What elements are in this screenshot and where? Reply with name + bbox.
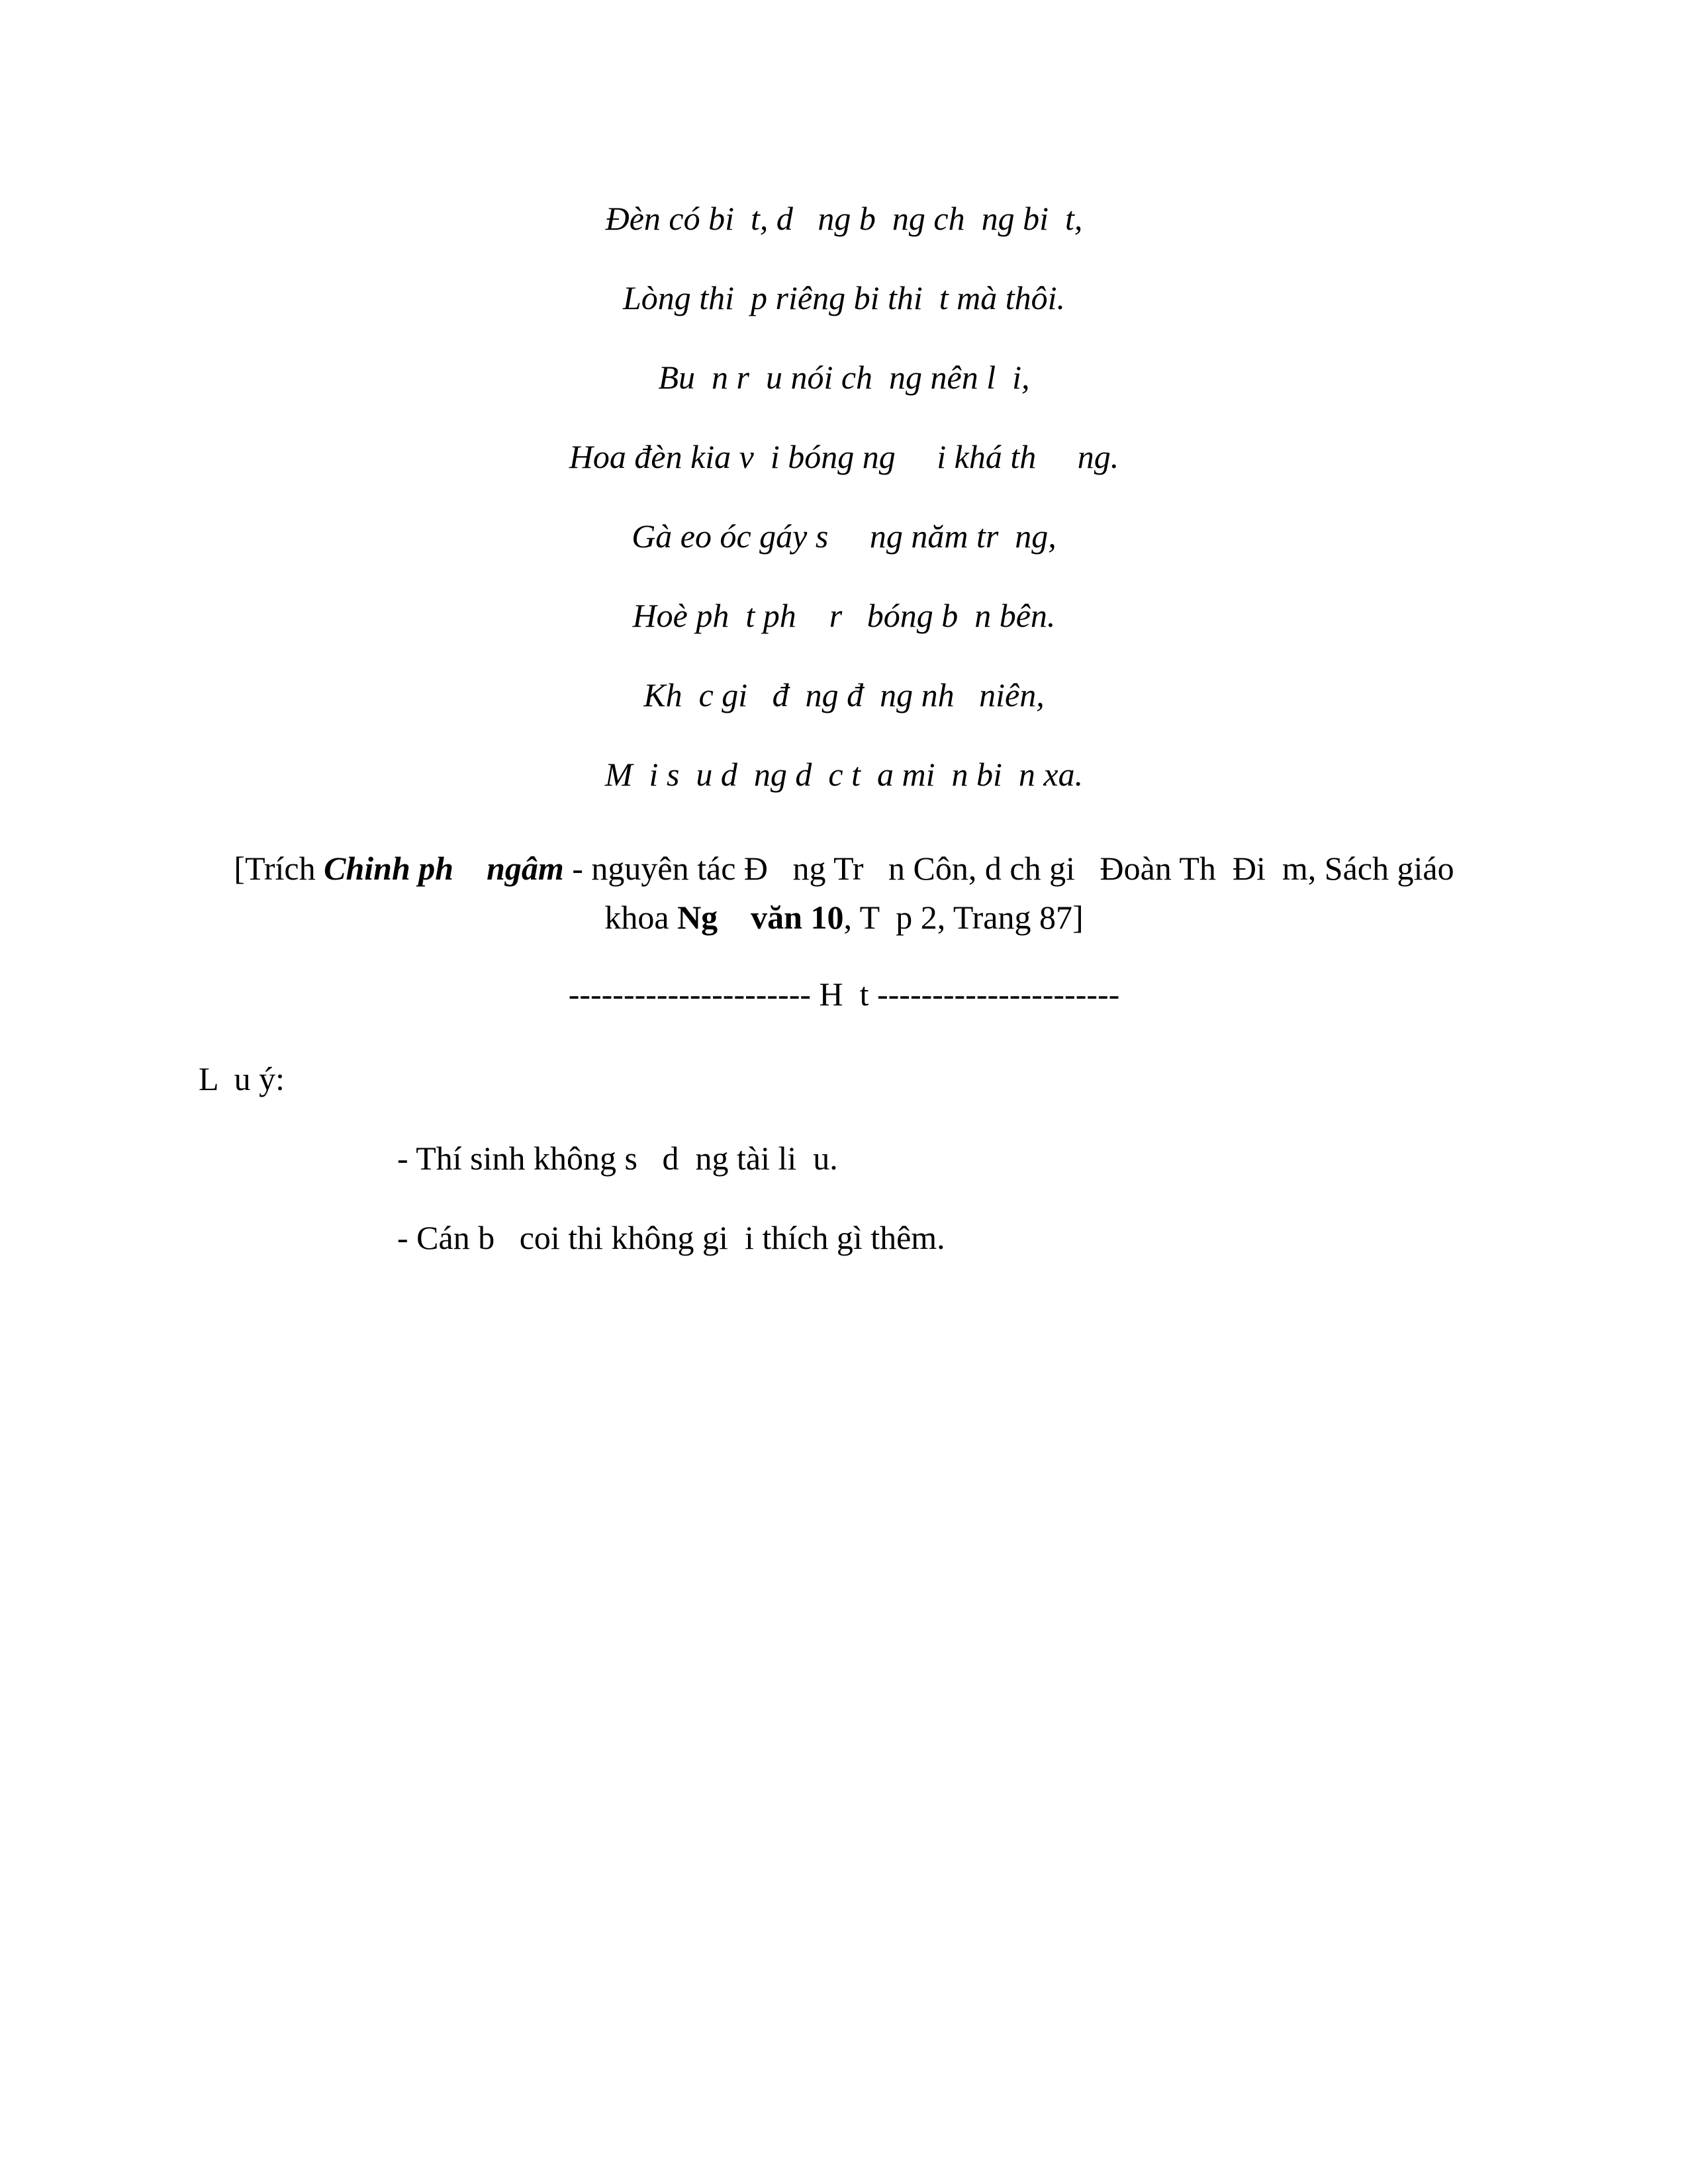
end-marker: ---------------------- H t ----------------------	[568, 976, 1120, 1013]
citation-book-title: Ng văn 10	[677, 899, 844, 936]
citation-suffix: , T p 2, Trang 87]	[843, 899, 1084, 936]
poem-excerpt	[0, 199, 1688, 834]
poem-line-5: Gà eo óc gáy s ng năm tr ng,	[632, 518, 1056, 555]
note-item-1: - Thí sinh không s d ng tài li u.	[397, 1140, 838, 1177]
notes-label: L u ý:	[199, 1060, 285, 1097]
source-citation	[199, 844, 1489, 942]
citation-details: - nguyên tác Đ ng Tr n Côn, d ch gi Đoàn Th Đi m, Sách giáo khoa	[563, 850, 1463, 936]
poem-line-7: Kh c gi đ ng đ ng nh niên,	[643, 676, 1045, 713]
poem-line-8: M i s u d ng d c t a mi n bi n xa.	[604, 756, 1084, 793]
poem-line-3: Bu n r u nói ch ng nên l i,	[658, 359, 1030, 396]
poem-line-1: Đèn có bi t, d ng b ng ch ng bi t,	[605, 200, 1083, 237]
poem-line-2: Lòng thi p riêng bi thi t mà thôi.	[622, 279, 1066, 316]
poem-line-4: Hoa đèn kia v i bóng ng i khá th ng.	[569, 438, 1119, 475]
note-item-2: - Cán b coi thi không gi i thích gì thêm.	[397, 1219, 945, 1256]
poem-line-6: Hoè ph t ph r bóng b n bên.	[632, 597, 1056, 634]
citation-prefix: [Trích	[234, 850, 324, 887]
citation-work-title: Chinh ph ngâm	[324, 850, 564, 887]
